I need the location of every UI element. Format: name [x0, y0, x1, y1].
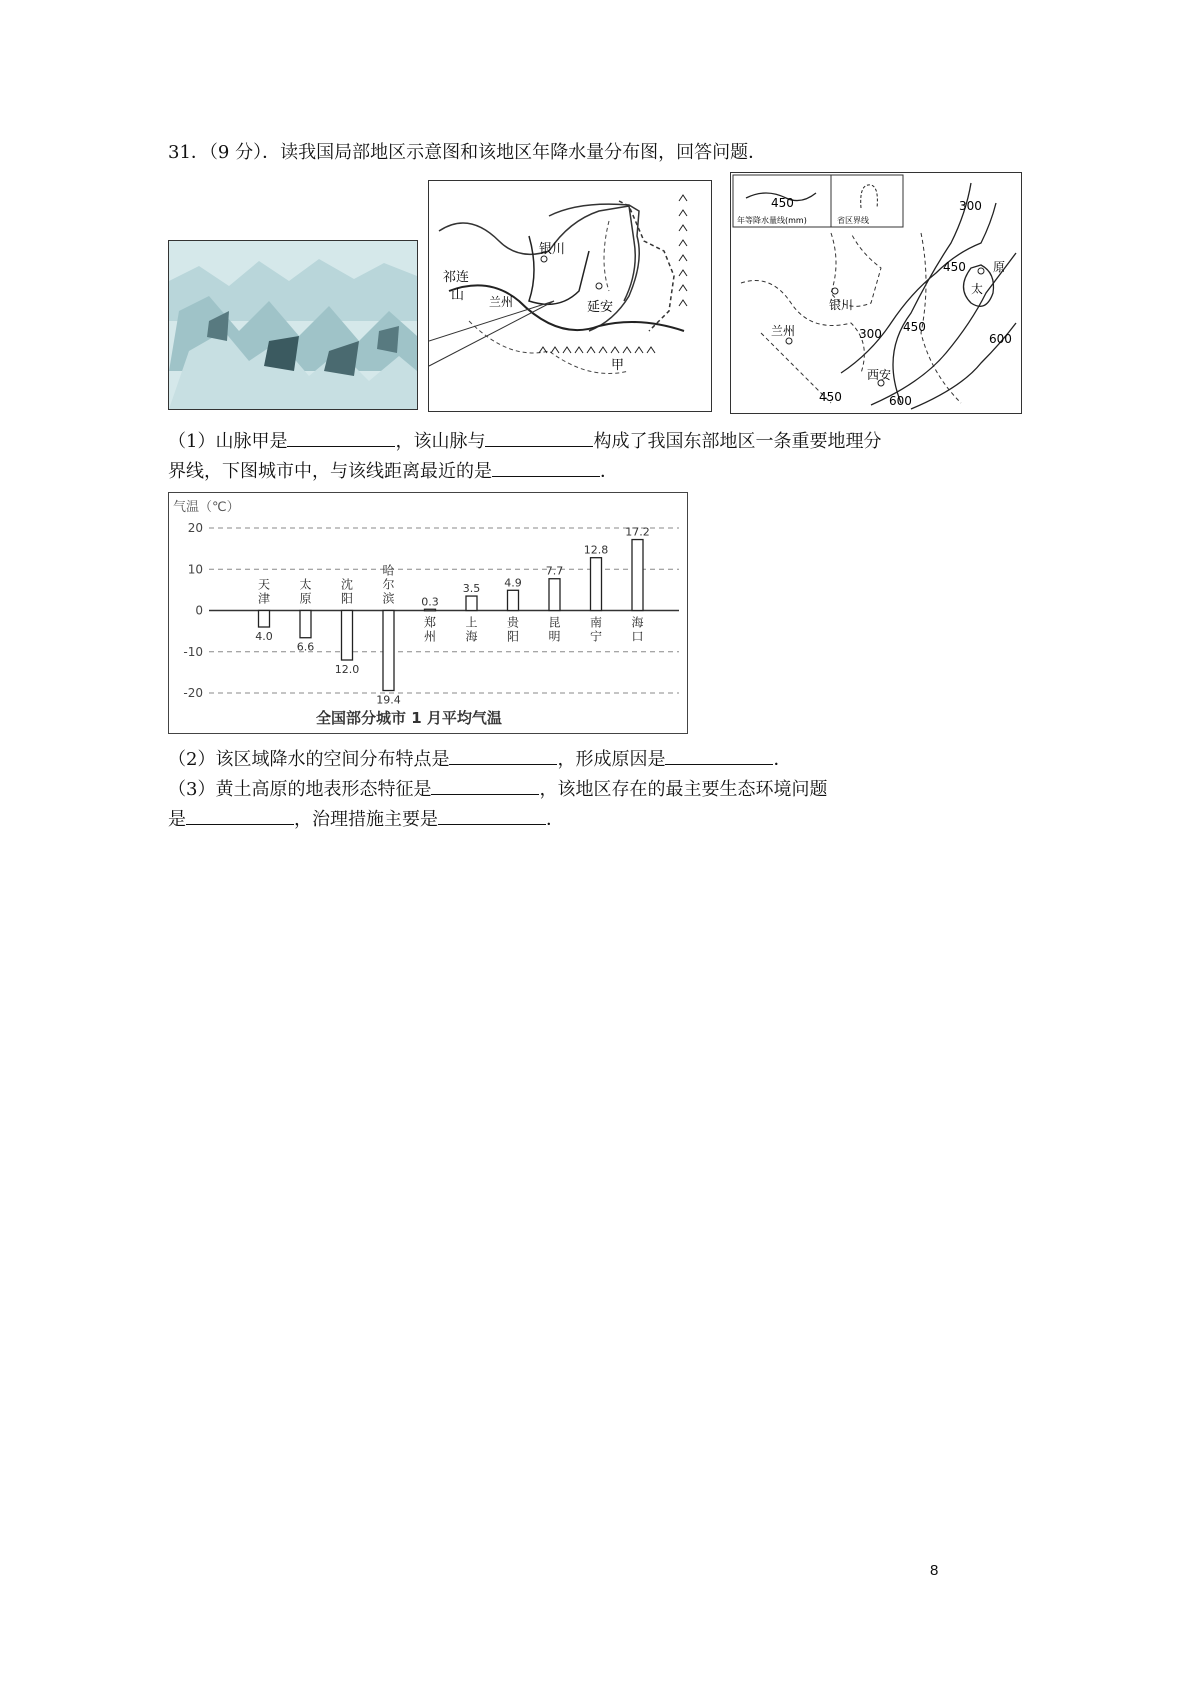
chart-ylabel: 气温（℃） [173, 500, 240, 515]
chart-bar [466, 596, 477, 610]
iso-label: 300 [959, 199, 982, 213]
answer-blank[interactable] [449, 746, 557, 765]
map1-label-yinchuan: 银川 [539, 242, 566, 257]
chart-bar [342, 611, 353, 661]
legend-border-label: 省区界线 [837, 216, 869, 225]
chart-data-label: 4.0 [255, 630, 273, 643]
precipitation-map-drawing [731, 173, 1021, 413]
map1-label-yanan: 延安 [587, 300, 614, 315]
question-2: （2）该区域降水的空间分布特点是 ，形成原因是 ． [168, 746, 791, 773]
chart-y-tick-label: -10 [183, 644, 203, 659]
iso-label: 600 [889, 394, 912, 408]
chart-data-label: 17.2 [625, 525, 650, 539]
iso-label: 300 [859, 327, 882, 341]
chart-category-label: 太原 [299, 577, 312, 606]
chart-bar [591, 558, 602, 611]
chart-bar [632, 540, 643, 611]
question-1-line-1: （1）山脉甲是 ，该山脉与 构成了我国东部地区一条重要地理分 [168, 428, 881, 455]
chart-data-label: 12.0 [334, 663, 360, 676]
question-3-line-1: （3）黄土高原的地表形态特征是 ，该地区存在的最主要生态环境问题 [168, 776, 827, 803]
map2-city-yinchuan: 银川 [829, 298, 854, 312]
mountain-photo [168, 240, 418, 410]
chart-category-label: 上海 [465, 615, 478, 644]
chart-bar [425, 609, 436, 611]
chart-bar [300, 611, 311, 638]
region-sketch-map-drawing [429, 181, 711, 411]
chart-y-tick-label: 20 [187, 521, 203, 535]
chart-category-label: 天津 [257, 577, 271, 606]
chart-data-label: 0.3 [421, 595, 439, 609]
chart-data-label: 19.4 [376, 693, 401, 707]
chart-data-label: 7.7 [545, 564, 564, 578]
question-1-line-2: 界线，下图城市中，与该线距离最近的是 ． [168, 458, 618, 485]
page-number: 8 [930, 1562, 939, 1579]
answer-blank[interactable] [186, 806, 294, 825]
map2-city-taiyuan-b: 太 [971, 282, 984, 296]
legend-iso-label: 年等降水量线(mm) [737, 216, 807, 225]
iso-label: 450 [819, 390, 842, 404]
chart-category-label: 昆明 [548, 615, 561, 644]
precipitation-map [730, 172, 1022, 414]
chart-bar [549, 579, 560, 611]
chart-category-label: 郑州 [423, 615, 437, 644]
chart-y-tick-label: 10 [187, 562, 203, 577]
iso-label: 450 [943, 260, 966, 274]
chart-bar [383, 611, 394, 691]
answer-blank[interactable] [665, 746, 773, 765]
legend-iso-value: 450 [771, 196, 794, 210]
question-heading: 31．（9 分）．读我国局部地区示意图和该地区年降水量分布图，回答问题． [168, 142, 767, 163]
chart-bar [259, 611, 270, 628]
iso-label: 450 [903, 320, 926, 334]
temperature-chart-svg [169, 493, 687, 733]
map2-city-lanzhou: 兰州 [771, 324, 796, 338]
chart-data-label: 4.9 [504, 576, 522, 590]
region-sketch-map [428, 180, 712, 412]
chart-category-label: 沈阳 [340, 577, 354, 606]
chart-data-label: 12.8 [583, 543, 609, 557]
chart-category-label: 哈尔滨 [382, 563, 395, 606]
answer-blank[interactable] [431, 776, 539, 795]
chart-data-label: 3.5 [462, 582, 481, 596]
chart-category-label: 南宁 [589, 615, 603, 644]
chart-y-tick-label: 0 [195, 603, 203, 618]
mountain-photo-drawing [169, 241, 417, 409]
answer-blank[interactable] [485, 428, 593, 447]
chart-category-label: 贵阳 [506, 615, 520, 644]
map1-label-shan: 山 [451, 288, 465, 303]
map2-city-taiyuan-a: 原 [993, 260, 1006, 274]
chart-y-tick-label: -20 [183, 686, 203, 700]
chart-category-label: 海口 [631, 615, 644, 644]
map1-label-qilian: 祁连 [443, 270, 470, 285]
chart-title: 全国部分城市 1 月平均气温 [316, 709, 502, 727]
chart-data-label: 6.6 [296, 640, 315, 654]
temperature-chart [168, 492, 688, 734]
question-3-line-2: 是 ，治理措施主要是 ． [168, 806, 564, 833]
map1-label-jia: 甲 [611, 358, 625, 373]
iso-label: 600 [989, 332, 1012, 346]
map2-city-xian: 西安 [867, 368, 892, 382]
chart-bar [508, 590, 519, 610]
answer-blank[interactable] [492, 458, 600, 477]
map1-label-lanzhou: 兰州 [489, 295, 514, 309]
answer-blank[interactable] [438, 806, 546, 825]
answer-blank[interactable] [287, 428, 395, 447]
